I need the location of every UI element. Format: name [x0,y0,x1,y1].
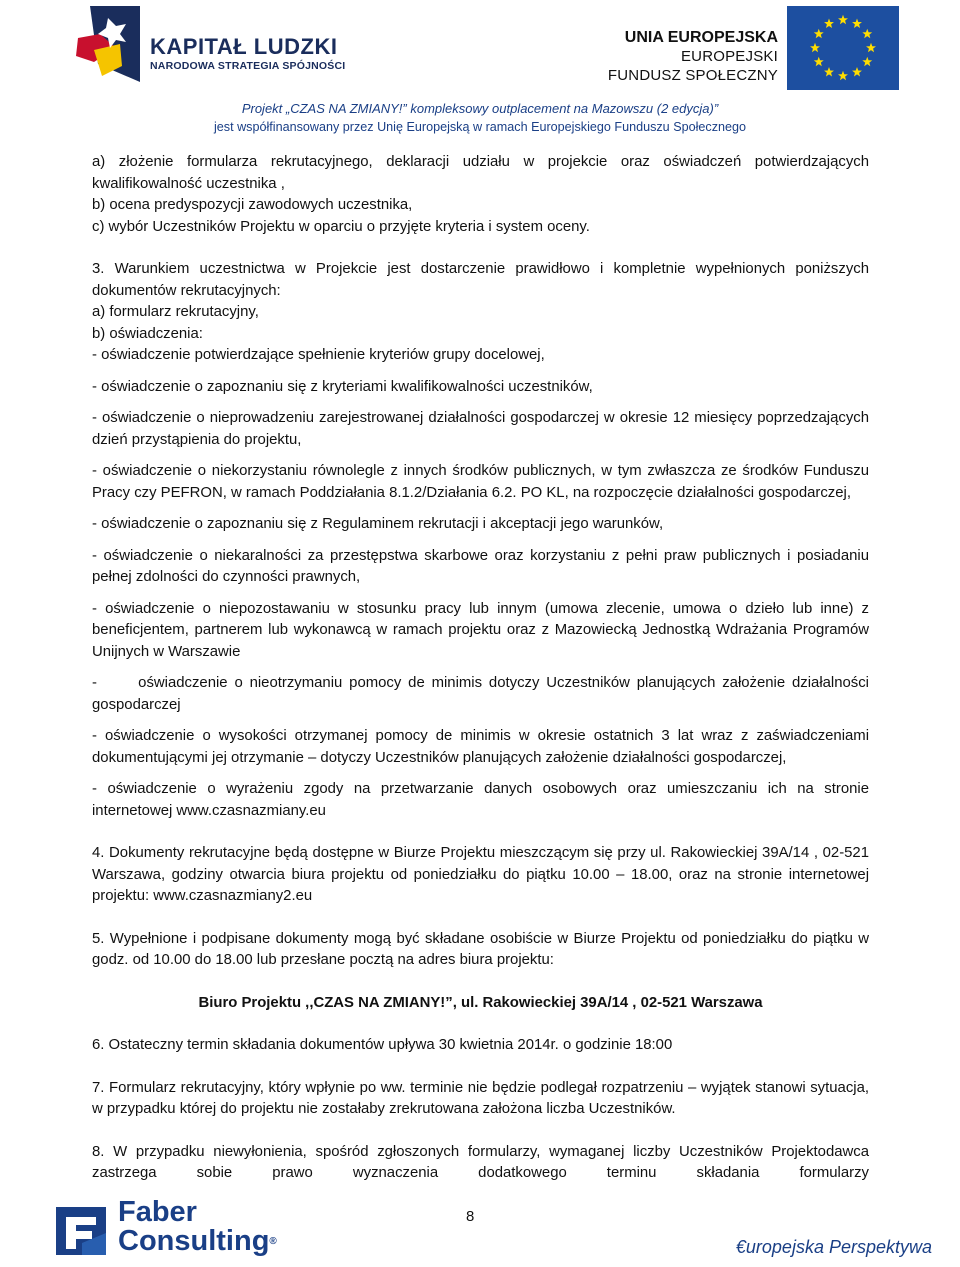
eu-flag-icon [787,6,899,90]
statement-4: - oświadczenie o niekorzystaniu równolegle z innych środków publicznych, w tym zwłaszcza ze środków Funduszu Pracy czy PEFRON, w ramach Poddziałania 8.1.2/Działania 6.2. PO KL, na rozpoczęcie działalności gospodarczej, [92,463,869,501]
office-address: Biuro Projektu ,,CZAS NA ZMIANY!”, ul. Rakowieckiej 39A/14 , 02-521 Warszawa [198,994,763,1011]
registered-mark: ® [269,1236,277,1247]
section-3-item-b: b) oświadczenia: [92,325,203,342]
faber-name-line1: Faber [118,1196,197,1228]
statement-2: - oświadczenie o zapoznaniu się z kryteriami kwalifikowalności uczestników, [92,378,593,395]
project-title-line: Projekt „CZAS NA ZMIANY!” kompleksowy outplacement na Mazowszu (2 edycja)” [241,101,719,116]
document-body [92,152,874,1185]
eu-label-line3: FUNDUSZ SPOŁECZNY [607,67,778,84]
statement-1: - oświadczenie potwierdzające spełnienie kryteriów grupy docelowej, [92,347,545,363]
eu-label-line1: UNIA EUROPEJSKA [624,29,778,46]
section-8: 8. W przypadku niewyłonienia, spośród zgłoszonych formularzy, wymaganej liczby Uczestników Projektodawca zastrzega sobie prawo wyznaczenia dodatkowego terminu składania formularzy [92,1143,869,1181]
statement-3: - oświadczenie o nieprowadzeniu zarejestrowanej działalności gospodarczej w okresie 12 miesięcy poprzedzających dzień przystąpienia do projektu, [92,410,869,448]
section-4: 4. Dokumenty rekrutacyjne będą dostępne w Biurze Projektu mieszczącym się przy ul. Rakowieckiej 39A/14 , 02-521 Warszawa, godziny otwarcia biura projektu od poniedziałku do piątku 10.00 – 18.00, oraz na stronie internetowej projektu: www.czasnazmiany2.eu [92,845,869,904]
statement-6: - oświadczenie o niekaralności za przestępstwa skarbowe oraz korzystaniu z pełni praw publicznych i posiadaniu pełnej zdolności do czynności prawnych, [92,547,869,585]
project-funding-line: jest współfinansowany przez Unię Europejską w ramach Europejskiego Funduszu Społecznego [213,120,747,134]
kapital-ludzki-title: KAPITAŁ LUDZKI [150,34,338,59]
eu-label-line2: EUROPEJSKI [680,48,778,65]
eu-label [608,28,778,85]
page-number: 8 [466,1209,475,1225]
intro-item-b: b) ocena predyspozycji zawodowych uczestnika, [92,197,413,213]
section-7: 7. Formularz rekrutacyjny, który wpłynie po ww. terminie nie będzie podlegał rozpatrzeniu – wyjątek stanowi sytuacja, w przypadku której do projektu nie zostałaby zrekrutowana założona liczba Uczestników. [92,1079,869,1117]
page-footer [0,1195,960,1267]
statement-5: - oświadczenie o zapoznaniu się z Regulaminem rekrutacji i akceptacji jego warunków, [92,516,664,532]
statement-7: - oświadczenie o niepozostawaniu w stosunku pracy lub innym (umowa zlecenie, umowa o dzieło lub inne) z beneficjentem, partnerem lub wykonawcą w ramach projektu oraz z Mazowiecką Jednostką Wdrażania Programów Unijnych w Warszawie [92,600,874,660]
intro-item-a: a) złożenie formularza rekrutacyjnego, deklaracji udziału w projekcie oraz oświadczeń potwierdzających kwalifikowalność uczestnika , [92,154,869,192]
statement-9: - oświadczenie o wysokości otrzymanej pomocy de minimis w okresie ostatnich 3 lat wraz z zaświadczeniami dokumentującymi jej otrzymanie – dotyczy Uczestników planujących założenie działalności gospodarczej, [92,728,869,766]
faber-consulting-name [118,1198,277,1256]
statement-10: - oświadczenie o wyrażeniu zgody na przetwarzanie danych osobowych oraz umieszczaniu ich na stronie internetowej www.czasnazmiany.eu [92,781,869,819]
europejska-perspektywa-label: €uropejska Perspektywa [735,1237,932,1257]
intro-item-c: c) wybór Uczestników Projektu w oparciu o przyjęte kryteria i system oceny. [92,218,590,235]
section-5: 5. Wypełnione i podpisane dokumenty mogą być składane osobiście w Biurze Projektu od poniedziałku do piątku w godz. od 10.00 do 18.00 lub przesłane pocztą na adres biura projektu: [92,930,869,968]
statement-8: - oświadczenie o nieotrzymaniu pomocy de minimis dotyczy Uczestników planujących założenie działalności gospodarczej [92,675,874,713]
section-6: 6. Ostateczny termin składania dokumentów upływa 30 kwietnia 2014r. o godzinie 18:00 [92,1037,673,1053]
faber-consulting-logo-icon [52,1203,110,1259]
kapital-ludzki-subtitle: NARODOWA STRATEGIA SPÓJNOŚCI [150,60,346,72]
faber-name-line2: Consulting [118,1225,270,1257]
kapital-ludzki-logo-icon [70,4,144,84]
page-header [0,0,960,140]
section-3-item-a: a) formularz rekrutacyjny, [92,304,259,320]
section-3-intro: 3. Warunkiem uczestnictwa w Projekcie jest dostarczenie prawidłowo i kompletnie wypełnionych poniższych dokumentów rekrutacyjnych: [92,261,869,299]
